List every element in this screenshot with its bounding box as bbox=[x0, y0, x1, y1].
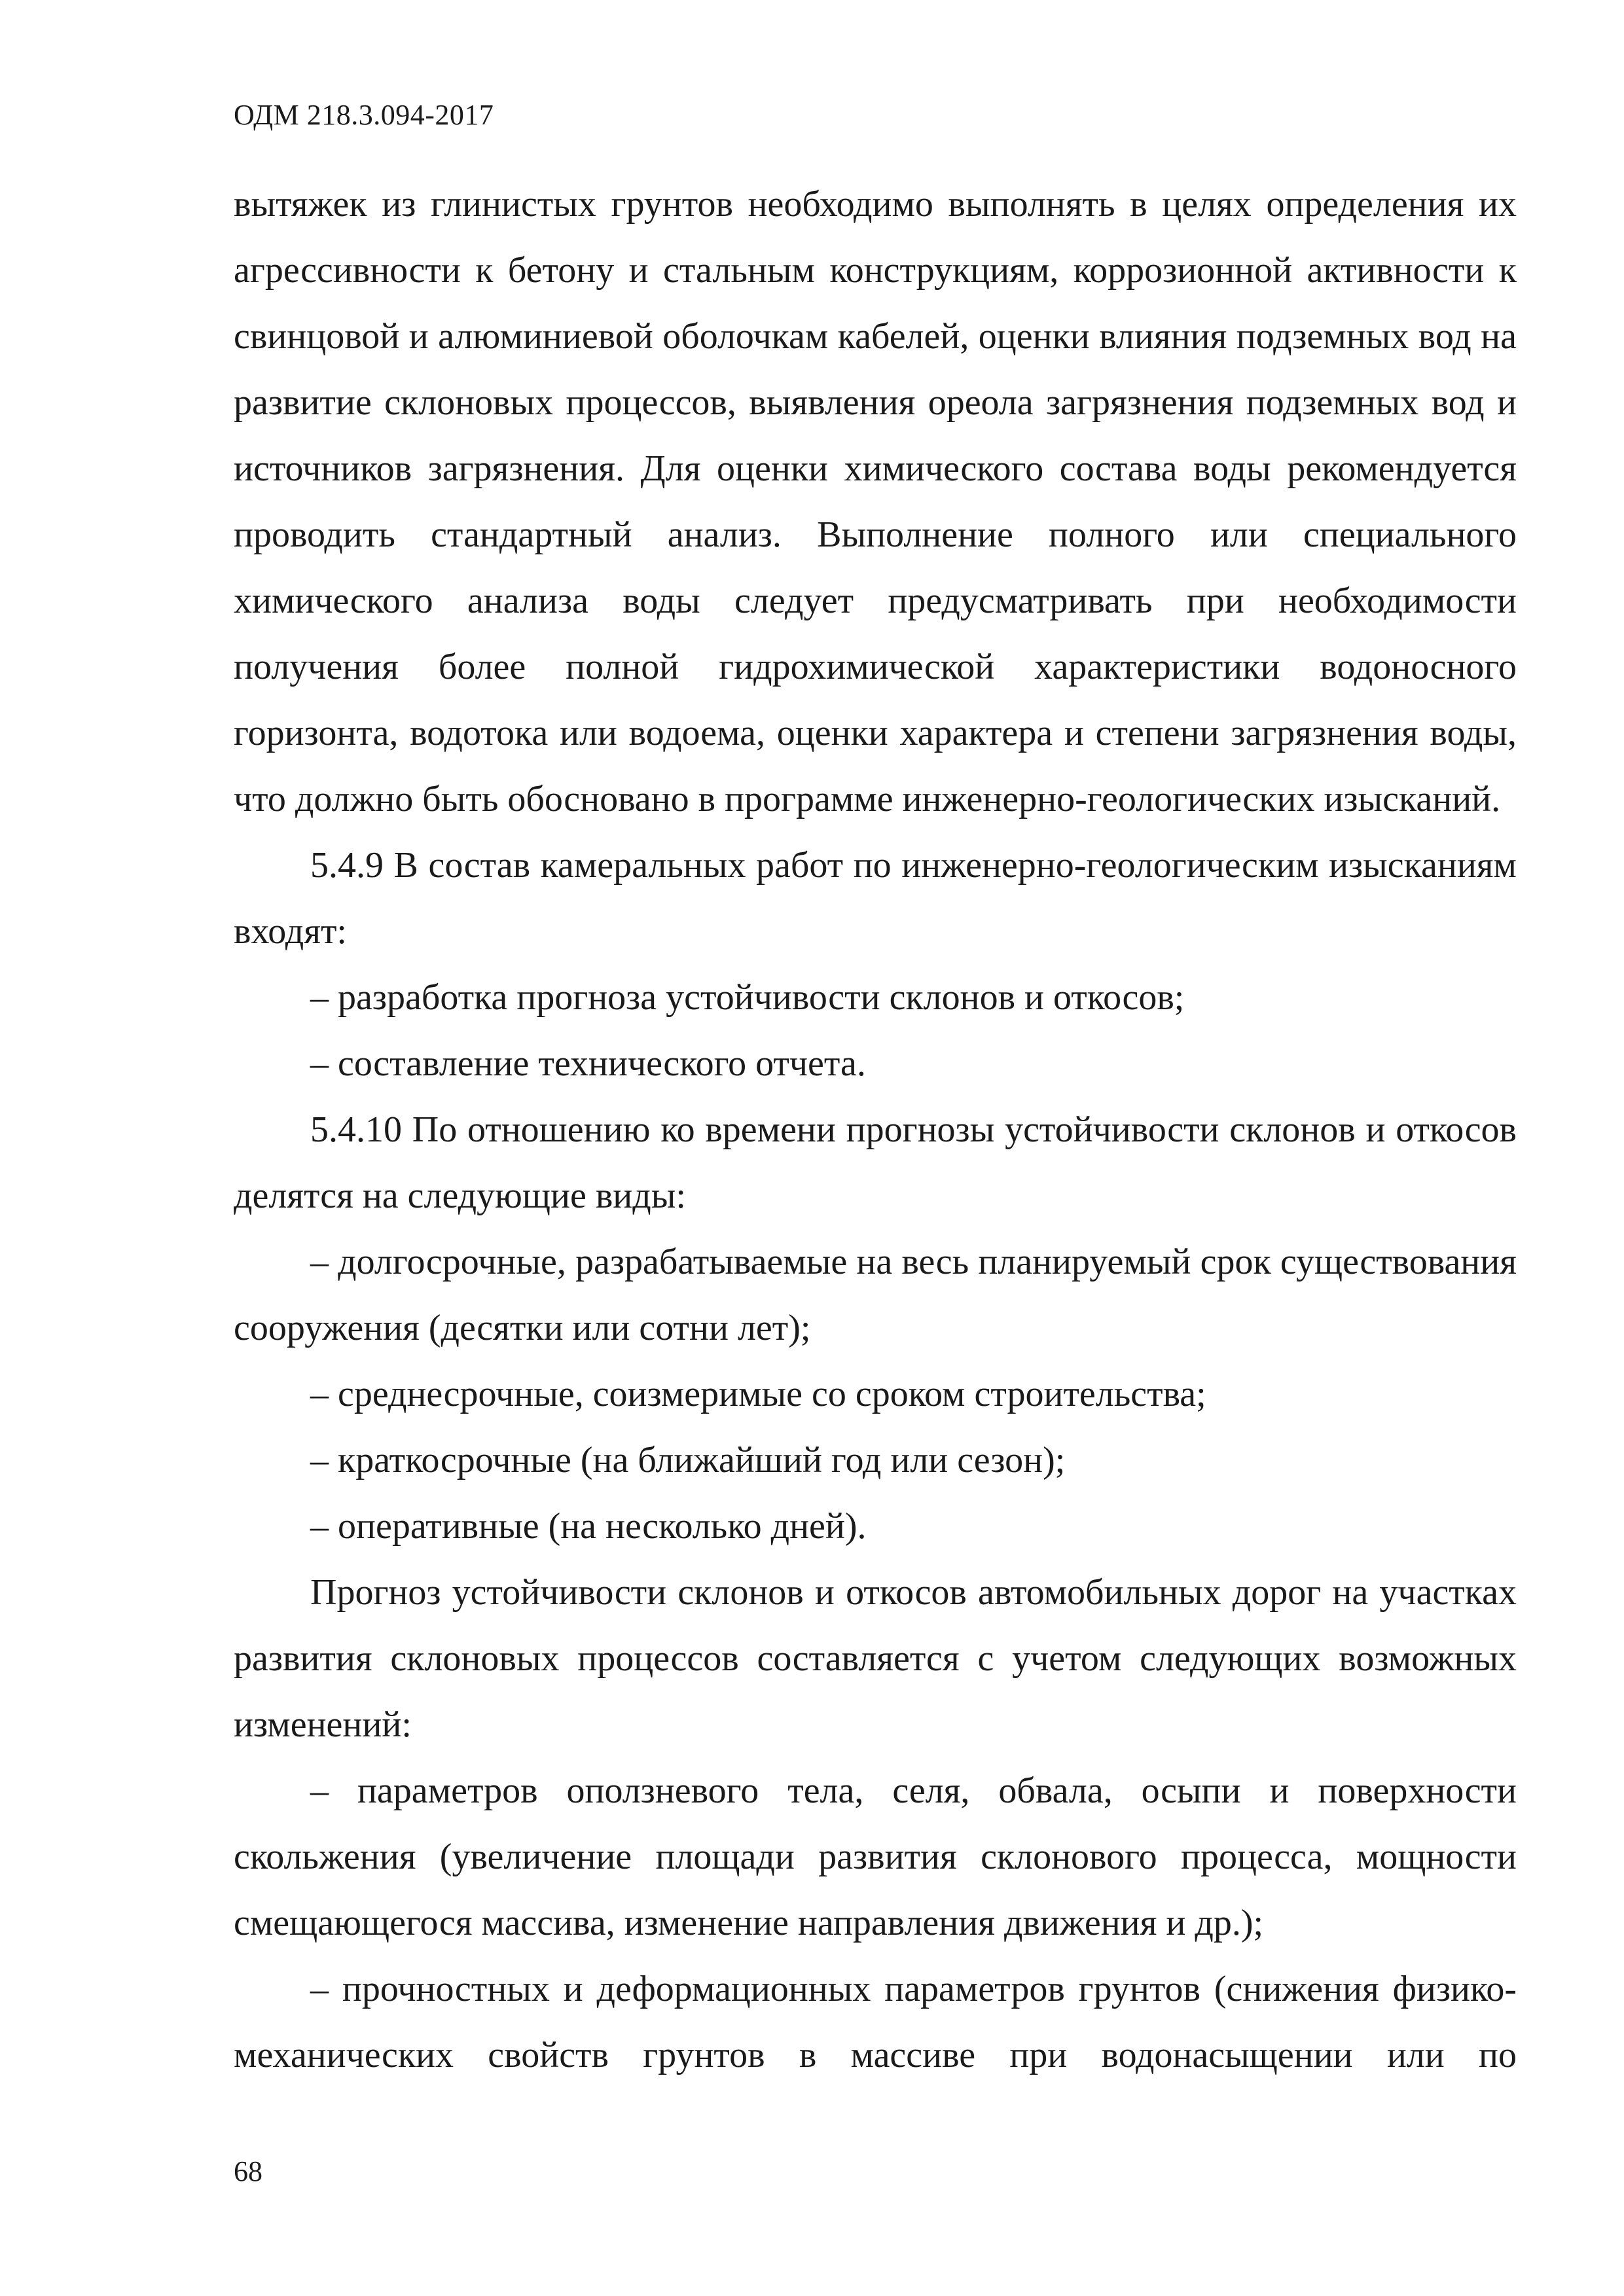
list-item-landslide-parameters: – параметров оползневого тела, селя, обвала, осыпи и поверхности скольжения (увеличение площади развития склонового процесса, мощности смещающегося массива, изменение направления движения и др.); bbox=[234, 1770, 1517, 1943]
list-item-operational: – оперативные (на несколько дней). bbox=[310, 1506, 867, 1547]
paragraph-5-4-9: 5.4.9 В состав камеральных работ по инженерно-геологическим изысканиям входят: bbox=[234, 845, 1517, 952]
list-item-forecast-development: – разработка прогноза устойчивости склонов и откосов; bbox=[310, 977, 1185, 1018]
paragraph-water-analysis: вытяжек из глинистых грунтов необходимо выполнять в целях определения их агрессивности к бетону и стальным конструкциям, коррозионной активности к свинцовой и алюминиевой оболочкам кабелей, оценки влияния подземных вод на развитие склоновых процессов, выявления ореола загрязнения подземных вод и источников загрязнения. Для оценки химического состава воды рекомендуется проводить стандартный анализ. Выполнение полного или специального химического анализа воды следует предусматривать при необходимости получения более полной гидрохимической характеристики водоносного горизонта, водотока или водоема, оценки характера и степени загрязнения воды, что должно быть обосновано в программе инженерно-геологических изысканий. bbox=[234, 184, 1517, 819]
list-item-soil-parameters: – прочностных и деформационных параметров грунтов (снижения физико-механических свойств грунтов в массиве при водонасыщении или по bbox=[234, 1969, 1517, 2075]
document-code-header: ОДМ 218.3.094-2017 bbox=[234, 99, 494, 131]
list-item-technical-report: – составление технического отчета. bbox=[310, 1043, 866, 1084]
paragraph-forecast-changes: Прогноз устойчивости склонов и откосов автомобильных дорог на участках развития склоновых процессов составляется с учетом следующих возможных изменений: bbox=[234, 1572, 1517, 1745]
paragraph-5-4-10: 5.4.10 По отношению ко времени прогнозы устойчивости склонов и откосов делятся на следующие виды: bbox=[234, 1109, 1517, 1216]
page-number: 68 bbox=[234, 2155, 262, 2187]
page-body bbox=[234, 171, 1517, 2089]
list-item-long-term: – долгосрочные, разрабатываемые на весь планируемый срок существования сооружения (десятки или сотни лет); bbox=[234, 1242, 1517, 1348]
list-item-medium-term: – среднесрочные, соизмеримые со сроком строительства; bbox=[310, 1374, 1206, 1414]
list-item-short-term: – краткосрочные (на ближайший год или сезон); bbox=[310, 1440, 1066, 1480]
